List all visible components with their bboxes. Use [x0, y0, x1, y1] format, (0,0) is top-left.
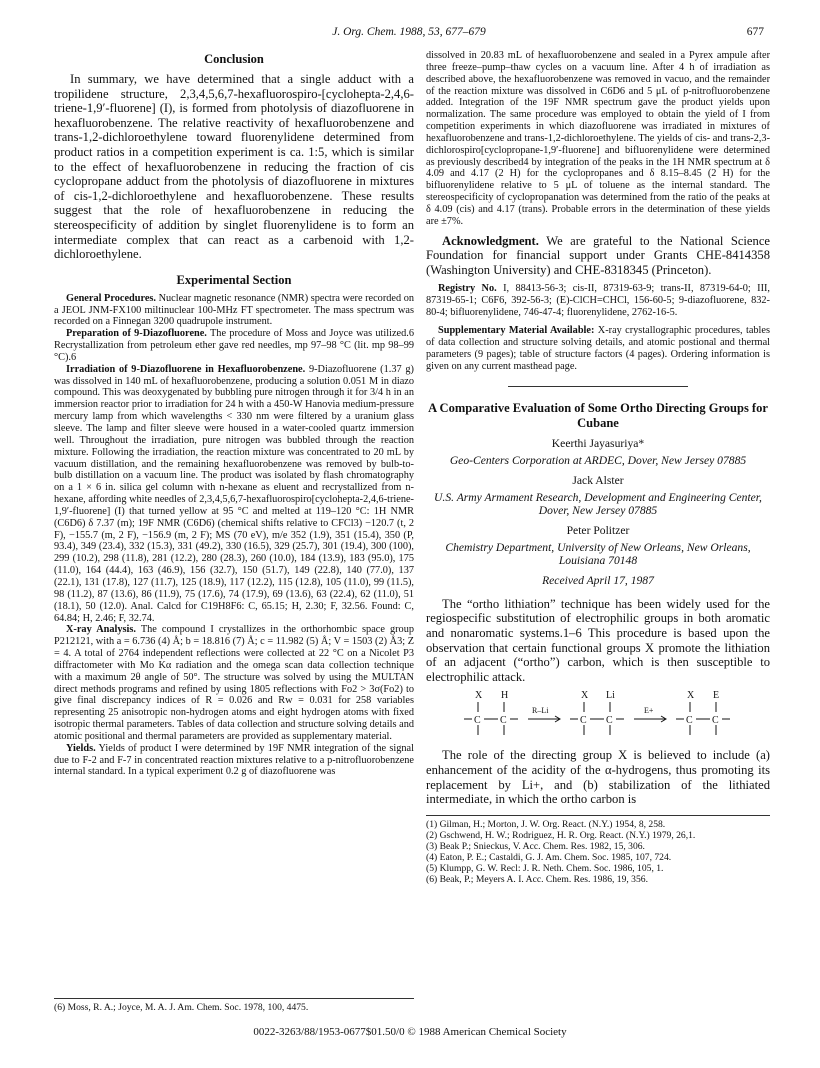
scheme-s2-x: X	[581, 690, 589, 702]
preparation-head: Preparation of 9-Diazofluorene.	[66, 328, 207, 340]
section-divider	[508, 386, 688, 387]
affiliation-army: U.S. Army Armament Research, Development and Engineering Center, Dover, New Jersey 07885	[434, 490, 762, 518]
page-number: 677	[746, 26, 764, 38]
yields-head: Yields.	[66, 742, 96, 754]
xray-text: The compound I crystallizes in the orthorhombic space group P212121, with a = 6.736 (4) Å; b = 18.816 (7) Å; c = 11.982 (5) Å; V = 1503 (2) Å3; Z = 4. A total of 2764 independent reflections were collected at 22 °C on a Nicolet P3 diffractometer with Mo Kα radiation and the omega scan data collection technique with a maximum 2θ angle of 50°. The structure was solved by using the MULTAN direct methods programs and refined by using 1805 reflections with Fo2 > 3σ(Fo2) to give final discrepancy indices of R = 0.026 and Rw = 0.031 for 258 variables representing 25 anisotropic non-hydrogen atoms and eight hydrogen atoms with fixed isotropic thermal parameters. Tables of data collection and structure solving details and atomic positional and thermal parameters are provided as supplementary material.	[54, 624, 414, 742]
ortho-lithiation-scheme	[448, 688, 748, 742]
acknowledgment-paragraph	[426, 234, 770, 278]
general-procedures-text: Nuclear magnetic resonance (NMR) spectra were recorded on a JEOL JNM-FX100 miltinuclear 100-MHz FT spectrometer. The mass spectrum was recorded on a Finnegan 3200 quadrupole instrument.	[54, 292, 414, 328]
scheme-c: C	[606, 715, 613, 727]
affiliation-geo-centers: Geo-Centers Corporation at ARDEC, Dover, New Jersey 07885	[449, 454, 747, 468]
author-alster: Jack Alster	[572, 473, 624, 487]
scheme-s3-e: E	[713, 690, 720, 702]
acknowledgment-head: Acknowledgment.	[442, 233, 539, 248]
continued-paragraph: dissolved in 20.83 mL of hexafluorobenzene and sealed in a Pyrex ampule after three freeze–pump–thaw cycles on a vacuum line. After 4 h of irradiation as described above, the hexafluorobenzene was removed in vacuo, and the remainder of the reaction mixture was dissolved in C6D6 and 5 μL of p-nitrofluorobenzene added. Integration of the 19F NMR spectrum gave the product yields upon normalization. The same procedure was employed to obtain the yield of I from competition experiments in which diazofluorene was irradiated in mixtures of hexafluorobenzene and trans-1,2-dichloroethylene. The yields of cis- and trans-2,3-dichlorospiro[cyclopropane-1,9′-fluorene] and bifluorenylidene were determined as previously described4 by integration of the peaks in the 1H NMR spectrum at δ 4.09 and 4.17 (2 H) for the cyclopropanes and δ 8.15–8.45 (2 H) for the bifluorenylidene relative to 5 μL of toluene as the internal standard. The stereospecificity of cyclopropanation was determined from the ratio of the peaks at δ 4.09 (cis) and 4.17 (trans). Probable errors in the determination of these yields are ±7%.	[426, 50, 770, 227]
intro-paragraph: The “ortho lithiation” technique has been widely used for the regiospecific substitution of electrophilic groups in both aromatic and nonaromatic systems.1–6 This procedure is based upon the observation that certain functional groups X promote the lithiation of an adjacent (“ortho”) carbon, which is then susceptible to electrophilic attack.	[426, 596, 770, 684]
conclusion-paragraph: In summary, we have determined that a single adduct with a tropilidene structure, 2,3,4,5,6,7-hexafluorospiro-[cyclohepta-2,4,6-triene-1,9′-fluorene] (I), is formed from photolysis of diazofluorene in hexafluorobenzene. The relative reactivity of hexafluorobenzene and trans-1,2-dichloroethylene toward fluorenylidene determined from product ratios in a competition experiment is ca. 1:5, which is similar to the effect of hexafluorobenzene in reducing the fraction of cis cyclopropane adduct from the photolysis of diazofluorene in mixtures of cis-1,2-dichloroethylene and hexafluorobenzene. These results suggest that the role of hexafluorobenzene in reducing the stereospecificity of addition by singlet fluorenylidene is to form an intermediate complex that can react as a carbenoid with 1,2-dichloroethylene.	[54, 72, 414, 262]
irradiation-paragraph	[54, 364, 414, 625]
reference-item: (6) Beak, P.; Meyers A. I. Acc. Chem. Res. 1986, 19, 356.	[426, 873, 648, 885]
scheme-c: C	[712, 715, 719, 727]
general-procedures-head: General Procedures.	[66, 292, 156, 304]
supplementary-text: X-ray crystallographic procedures, tables of data collection and structure solving details, and atomic postional and thermal parameters (9 pages); table of structure factors (4 pages). Ordering information is given on any current masthead page.	[426, 324, 770, 372]
experimental-heading: Experimental Section	[176, 272, 292, 287]
preparation-paragraph	[54, 328, 414, 364]
reference-item: (2) Gschwend, H. W.; Rodriguez, H. R. Org. React. (N.Y.) 1979, 26,1.	[426, 829, 696, 841]
page-footer: 0022-3263/88/1953-0677$01.50/0 © 1988 American Chemical Society	[253, 1026, 567, 1038]
acknowledgment-text: We are grateful to the National Science Foundation for financial support under Grants CHE-8414358 (Washington University) and CHE-8318345 (Princeton).	[426, 233, 770, 277]
registry-head: Registry No.	[438, 283, 497, 295]
article-title: A Comparative Evaluation of Some Ortho Directing Groups for Cubane	[428, 401, 768, 431]
reference-item: (1) Gilman, H.; Morton, J. W. Org. React. (N.Y.) 1954, 8, 258.	[426, 818, 666, 830]
registry-paragraph	[426, 283, 770, 319]
supplementary-head: Supplementary Material Available:	[438, 324, 595, 336]
supplementary-paragraph	[426, 325, 770, 372]
footnote-6: (6) Moss, R. A.; Joyce, M. A. J. Am. Chem. Soc. 1978, 100, 4475.	[54, 998, 414, 1013]
affiliation-uno: Chemistry Department, University of New Orleans, New Orleans, Louisiana 70148	[445, 540, 751, 568]
running-header	[54, 26, 764, 42]
scheme-s3-x: X	[687, 690, 695, 702]
scheme-reagent-rli: R–Li	[532, 706, 549, 716]
preparation-text: The procedure of Moss and Joyce was utilized.6 Recrystallization from petroleum ether gave red needles, mp 97–98 °C (lit. mp 98–99 °C).6	[54, 328, 415, 363]
conclusion-heading: Conclusion	[204, 52, 264, 66]
journal-citation: J. Org. Chem. 1988, 53, 677–679	[332, 26, 486, 38]
scheme-s1-x: X	[475, 690, 483, 702]
reference-item: (5) Klumpp, G. W. Recl: J. R. Neth. Chem. Soc. 1986, 105, 1.	[426, 862, 664, 874]
reference-item: (4) Eaton, P. E.; Castaldi, G. J. Am. Chem. Soc. 1985, 107, 724.	[426, 851, 672, 863]
registry-text: I, 88413-56-3; cis-II, 87319-63-9; trans-II, 87319-64-0; III, 87319-65-1; C6F6, 392-56-3; (E)-ClCH=CHCl, 156-60-5; 9-diazofluorene, 832-80-4; bifluorenylidene, 746-47-4; fluorenylidene, 2762-16-5.	[426, 283, 771, 319]
scheme-reagent-e: E+	[644, 706, 654, 716]
irradiation-text: 9-Diazofluorene (1.37 g) was dissolved in 140 mL of hexafluorobenzene, producing a solution 0.051 M in diazo compound. This was deoxygenated by bubbling pure nitrogen through it for 3/4 h in an immersion reactor prior to irradiation for 24 h with a 450-W Hanovia medium-pressure mercury lamp from which wavelengths < 330 nm were filtered by a uranium glass sleeve. The lamp and filter sleeve were housed in a water-cooled quartz immersion well. Throughout the irradiation, pure nitrogen was bubbled through the reaction mixture. Following the irradiation, the reaction mixture was concentrated to 20 mL by vacuum distillation, and the remaining hexafluorobenzene was removed by bulb-to-bulb distillation on a vacuum line. The product was isolated by flash chromatography on a 1 × 6 in. silica gel column with n-hexane as eluent and recrystallized from n-hexane, affording white needles of 2,3,4,5,6,7-hexafluorospiro[cyclohepta-2,4,6-triene-1,9′-fluorene] (I) that turned yellow at 95 °C and melted at 119–120 °C: 1H NMR (C6D6) δ 7.37 (m); 19F NMR (C6D6) (chemical shifts relative to CFCl3) −120.7 (t, 2 F), −155.7 (m, 2 F), −156.9 (m, 2 F); MS (70 eV), m/e 352 (1.9), 351 (15.4), 350 (P, 93.4), 349 (23.4), 332 (15.3), 331 (49.2), 330 (16.5), 329 (25.7), 301 (19.4), 300 (100), 299 (10.2), 298 (11.8), 281 (12.2), 280 (28.3), 260 (10.0), 184 (13.9), 183 (95.0), 175 (11.0), 164 (44.4), 163 (46.9), 156 (32.7), 150 (51.7), 149 (22.8), 140 (77.0), 137 (22.1), 131 (17.8), 127 (11.7), 125 (18.9), 117 (12.2), 115 (12.8), 105 (11.0), 99 (11.5), 98 (11.2), 87 (13.6), 86 (11.9), 75 (17.6), 74 (17.9), 69 (13.6), 63 (22.4), 62 (11.0), 51 (18.1), 50 (12.0). Anal. Calcd for C19H8F6: C, 65.15; H, 2.30; F, 32.56. Found: C, 64.84; H, 2.46; F, 32.74.	[54, 363, 414, 624]
reference-item: (3) Beak P.; Snieckus, V. Acc. Chem. Res. 1982, 15, 306.	[426, 840, 645, 852]
scheme-s2-li: Li	[606, 690, 615, 702]
scheme-c: C	[474, 715, 481, 727]
scheme-c: C	[686, 715, 693, 727]
scheme-c: C	[500, 715, 507, 727]
intro-paragraph-2: The role of the directing group X is believed to include (a) enhancement of the acidity of the α-hydrogens, thus promoting its replacement by Li+, and (b) stabilization of the lithiated intermediate, in which the ortho carbon is	[426, 748, 770, 807]
xray-paragraph	[54, 624, 414, 742]
left-column	[54, 50, 414, 778]
scheme-c: C	[580, 715, 587, 727]
xray-head: X-ray Analysis.	[66, 624, 136, 636]
yields-paragraph	[54, 743, 414, 779]
scheme-s1-h: H	[501, 690, 509, 702]
author-jayasuriya: Keerthi Jayasuriya*	[551, 437, 645, 451]
right-column	[426, 50, 770, 885]
irradiation-head: Irradiation of 9-Diazofluorene in Hexafluorobenzene.	[66, 363, 306, 375]
author-politzer: Peter Politzer	[566, 523, 630, 537]
reference-list	[426, 815, 770, 885]
yields-text: Yields of product I were determined by 19F NMR integration of the signal due to F-2 and F-7 in concentrated reaction mixtures relative to a p-nitrofluorobenzene internal standard. In a typical experiment 0.2 g of diazofluorene was	[54, 742, 414, 778]
general-procedures-paragraph	[54, 293, 414, 329]
received-date: Received April 17, 1987	[542, 573, 654, 587]
